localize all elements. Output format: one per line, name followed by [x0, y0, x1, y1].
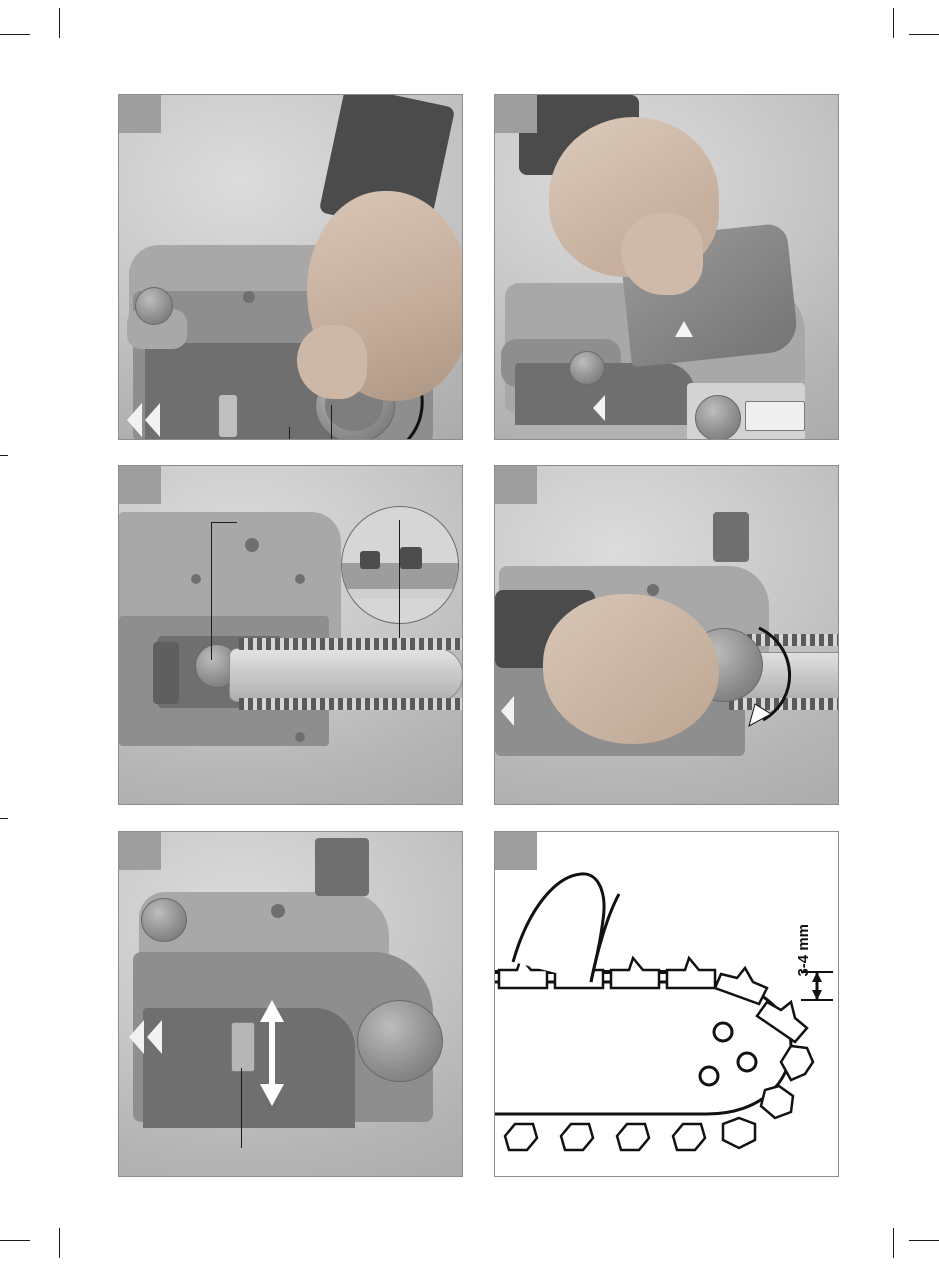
leader-line-sprocket: [211, 522, 212, 660]
crop-mark-bottom-left: [59, 1228, 60, 1258]
figure-5: [118, 831, 463, 1177]
oil-cap-knob: [135, 287, 173, 325]
chevron-marking-5a: [129, 1020, 144, 1054]
saw-chain-bottom: [239, 698, 463, 710]
double-arrow-icon: [257, 998, 287, 1108]
screw-3c: [295, 574, 305, 584]
screw-3d: [295, 732, 305, 742]
chainsaw-lower-panel-2: [515, 363, 695, 425]
figure-1-number-badge: [119, 95, 161, 133]
screw-head-top: [243, 291, 255, 303]
figure-2: [494, 94, 839, 440]
leader-line-indicator: [241, 1068, 242, 1148]
leader-line-detail: [399, 520, 400, 638]
figure-2-number-badge: [495, 95, 537, 133]
drive-sprocket: [695, 395, 741, 440]
chevron-marking-1: [127, 403, 142, 437]
chainsaw-vent-slot: [219, 395, 237, 437]
detail-circle: [341, 506, 459, 624]
chevron-marking-4: [501, 696, 514, 726]
chevron-marking-2: [145, 403, 160, 437]
chainsaw-front-guard-4: [713, 512, 749, 562]
chevron-marking-5b: [147, 1020, 162, 1054]
crop-mark-right-lower: [909, 1240, 939, 1241]
thumb: [297, 325, 367, 399]
figure-1: [118, 94, 463, 440]
guide-bar: [229, 648, 463, 702]
oil-cap-knob-5: [141, 898, 187, 942]
screw-5b: [343, 872, 355, 884]
crop-mark-left-lower: [0, 1240, 30, 1241]
small-knob-2: [569, 351, 605, 385]
crop-mark-top-right: [893, 8, 894, 38]
figure-3: [118, 465, 463, 805]
crop-mark-left-upper: [0, 34, 30, 35]
chain-tension-knob-5: [357, 1000, 443, 1082]
figure-3-number-badge: [119, 466, 161, 504]
leader-line-sprocket-tick: [211, 522, 237, 523]
figure-6-number-badge: [495, 832, 537, 870]
hand-4: [543, 594, 719, 744]
crop-mark-left-mid-a: [0, 455, 8, 456]
crop-mark-left-mid-b: [0, 818, 8, 819]
cover-triangle-marker-icon: [671, 317, 697, 343]
screw-4a: [647, 584, 659, 596]
chainsaw-front-guard-5: [315, 838, 369, 896]
screw-3a: [245, 538, 259, 552]
crop-mark-top-left: [59, 8, 60, 38]
leader-line-left: [289, 427, 290, 440]
saw-chain-top: [239, 638, 463, 650]
figure-4-number-badge: [495, 466, 537, 504]
guide-bar-chain-diagram: [495, 832, 839, 1177]
clutch-drum: [153, 642, 179, 704]
screw-3b: [191, 574, 201, 584]
figure-5-number-badge: [119, 832, 161, 870]
chain-tension-indicator: [231, 1022, 255, 1072]
screw-5a: [271, 904, 285, 918]
dimension-label: 3-4 mm: [795, 924, 812, 977]
sprocket-label-plate: [745, 401, 805, 431]
crop-mark-right-upper: [909, 34, 939, 35]
chevron-marking-2a: [593, 395, 605, 421]
figure-6: [494, 831, 839, 1177]
figure-4: [494, 465, 839, 805]
fingers-2: [621, 213, 703, 295]
crop-mark-bottom-right: [893, 1228, 894, 1258]
leader-line-right: [331, 405, 332, 440]
